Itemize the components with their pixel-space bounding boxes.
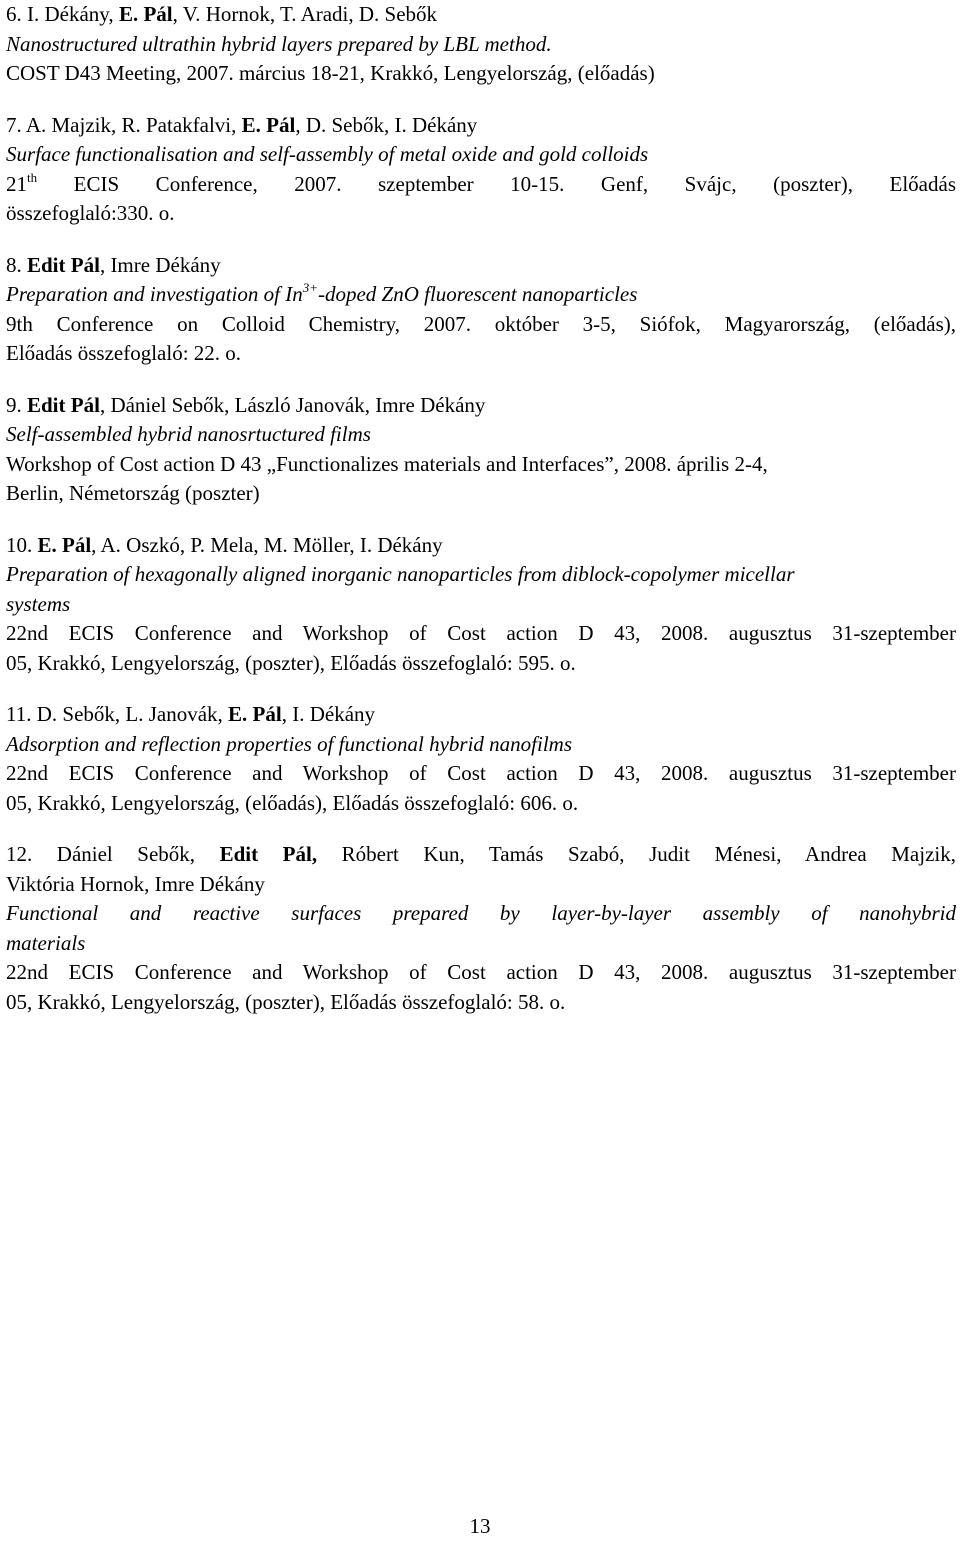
- author-text: , A. Oszkó, P. Mela, M. Möller, I. Dékány: [91, 532, 443, 557]
- entry-title: Preparation of hexagonally aligned inorganic nanoparticles from diblock-copolymer micellar: [6, 562, 795, 586]
- publication-entry-12: [6, 840, 956, 1017]
- author-text: I. Dékány,: [21, 2, 119, 26]
- publication-entry-7: [6, 111, 956, 229]
- entry-number: 10.: [6, 532, 33, 557]
- entry-number: 11.: [6, 702, 32, 726]
- highlighted-author: E. Pál: [241, 112, 296, 137]
- entry-number: 7.: [6, 112, 22, 137]
- publication-entry-11: [6, 700, 956, 818]
- entry-venue-continued: 05, Krakkó, Lengyelország, (poszter), Előadás összefoglaló: 58. o.: [6, 989, 566, 1014]
- publication-list: [6, 0, 956, 1039]
- entry-title: Nanostructured ultrathin hybrid layers prepared by LBL method.: [6, 31, 552, 56]
- entry-number: 6.: [6, 2, 22, 26]
- entry-title: [6, 280, 956, 310]
- author-text: Dániel Sebők,: [32, 842, 220, 866]
- entry-venue: 9th Conference on Colloid Chemistry, 2007. október 3-5, Siófok, Magyarország, (előadás),: [6, 311, 956, 336]
- entry-authors: [6, 391, 956, 421]
- entry-authors: [6, 111, 956, 141]
- entry-authors: [6, 840, 956, 870]
- entry-authors: [6, 251, 956, 281]
- page-number: 13: [469, 1514, 491, 1538]
- author-text: A. Majzik, R. Patakfalvi,: [21, 112, 242, 137]
- publication-entry-9: [6, 391, 956, 509]
- venue-text: ECIS Conference, 2007. szeptember 10-15. Genf, Svájc, (poszter), Előadás: [37, 171, 956, 196]
- entry-title: Adsorption and reflection properties of functional hybrid nanofilms: [6, 731, 572, 756]
- entry-venue: 22nd ECIS Conference and Workshop of Cost action D 43, 2008. augusztus 31-szeptember: [6, 621, 956, 645]
- publication-entry-6: [6, 0, 956, 89]
- entry-title: Self-assembled hybrid nanosrtuctured films: [6, 422, 371, 446]
- author-text: , I. Dékány: [281, 702, 376, 726]
- entry-authors: [6, 0, 956, 30]
- superscript: 3+: [302, 280, 318, 295]
- author-text: , Dániel Sebők, László Janovák, Imre Dékány: [99, 392, 486, 417]
- author-text: , Imre Dékány: [99, 252, 221, 277]
- venue-text: 21: [6, 171, 27, 196]
- entry-title-continued: materials: [6, 930, 86, 955]
- entry-venue: Workshop of Cost action D 43 „Functionalizes materials and Interfaces”, 2008. április 2-4,: [6, 451, 768, 476]
- entry-number: 9.: [6, 392, 22, 417]
- entry-venue-continued: összefoglaló:330. o.: [6, 201, 175, 225]
- entry-venue: 22nd ECIS Conference and Workshop of Cost action D 43, 2008. augusztus 31-szeptember: [6, 960, 956, 984]
- entry-venue: [6, 170, 956, 200]
- highlighted-author: Edit Pál,: [219, 842, 318, 866]
- entry-venue: 22nd ECIS Conference and Workshop of Cost action D 43, 2008. augusztus 31-szeptember: [6, 761, 956, 785]
- author-text: , D. Sebők, I. Dékány: [295, 112, 478, 137]
- publication-entry-10: [6, 531, 956, 679]
- highlighted-author: Edit Pál: [27, 252, 100, 277]
- author-text: Róbert Kun, Tamás Szabó, Judit Ménesi, Andrea Majzik,: [317, 842, 956, 866]
- author-text: , V. Hornok, T. Aradi, D. Sebők: [172, 2, 438, 26]
- entry-title: Surface functionalisation and self-assembly of metal oxide and gold colloids: [6, 142, 649, 166]
- entry-venue-continued: Berlin, Németország (poszter): [6, 481, 260, 505]
- entry-authors: [6, 531, 956, 561]
- highlighted-author: E. Pál: [37, 532, 92, 557]
- entry-authors-continued: Viktória Hornok, Imre Dékány: [6, 871, 265, 896]
- entry-number: 12.: [6, 842, 33, 866]
- highlighted-author: E. Pál: [118, 2, 173, 26]
- title-text: Preparation and investigation of In: [6, 282, 303, 306]
- title-text: -doped ZnO fluorescent nanoparticles: [317, 282, 638, 306]
- entry-venue-continued: 05, Krakkó, Lengyelország, (előadás), Előadás összefoglaló: 606. o.: [6, 790, 579, 815]
- entry-title-continued: systems: [6, 591, 71, 616]
- entry-title: Functional and reactive surfaces prepared by layer-by-layer assembly of nanohybrid: [6, 901, 956, 925]
- entry-venue-continued: Előadás összefoglaló: 22. o.: [6, 341, 242, 365]
- entry-venue: COST D43 Meeting, 2007. március 18-21, Krakkó, Lengyelország, (előadás): [6, 61, 655, 85]
- entry-authors: [6, 700, 956, 730]
- highlighted-author: Edit Pál: [27, 392, 100, 417]
- highlighted-author: E. Pál: [228, 702, 282, 726]
- publication-entry-8: [6, 251, 956, 369]
- entry-venue-continued: 05, Krakkó, Lengyelország, (poszter), Előadás összefoglaló: 595. o.: [6, 650, 576, 675]
- author-text: D. Sebők, L. Janovák,: [31, 702, 229, 726]
- superscript: th: [27, 169, 38, 185]
- entry-number: 8.: [6, 252, 22, 277]
